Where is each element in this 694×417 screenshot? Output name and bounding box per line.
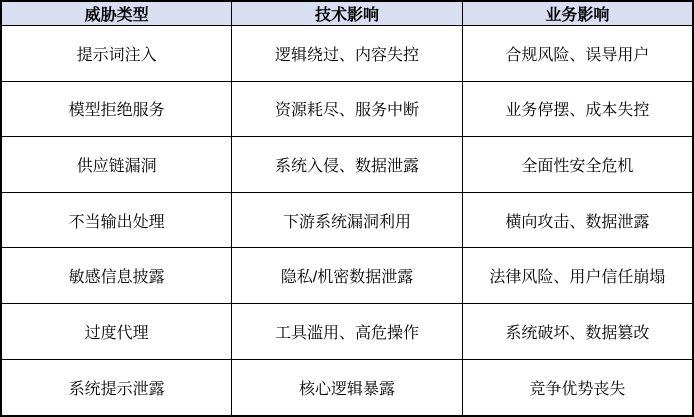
table-row xyxy=(1,192,693,248)
table-row xyxy=(1,26,693,82)
table-cell: 系统入侵、数据泄露 xyxy=(232,137,463,193)
table-cell: 资源耗尽、服务中断 xyxy=(232,81,463,137)
table-cell: 系统提示泄露 xyxy=(1,359,232,416)
table-row xyxy=(1,304,693,360)
table-cell: 横向攻击、数据泄露 xyxy=(462,192,693,248)
table-cell: 法律风险、用户信任崩塌 xyxy=(462,248,693,304)
table-body xyxy=(1,26,693,417)
header-row xyxy=(1,1,693,26)
table-header xyxy=(1,1,693,26)
table-cell: 模型拒绝服务 xyxy=(1,81,232,137)
table-cell: 核心逻辑暴露 xyxy=(232,359,463,416)
table-cell: 系统破坏、数据篡改 xyxy=(462,304,693,360)
table-cell: 逻辑绕过、内容失控 xyxy=(232,26,463,82)
table-cell: 不当输出处理 xyxy=(1,192,232,248)
column-header-0: 威胁类型 xyxy=(1,1,232,26)
table-cell: 工具滥用、高危操作 xyxy=(232,304,463,360)
table-cell: 过度代理 xyxy=(1,304,232,360)
table-cell: 敏感信息披露 xyxy=(1,248,232,304)
table-row xyxy=(1,137,693,193)
table-cell: 提示词注入 xyxy=(1,26,232,82)
table-row xyxy=(1,248,693,304)
table-cell: 全面性安全危机 xyxy=(462,137,693,193)
table-cell: 业务停摆、成本失控 xyxy=(462,81,693,137)
table-cell: 隐私/机密数据泄露 xyxy=(232,248,463,304)
table-row xyxy=(1,359,693,416)
table-cell: 下游系统漏洞利用 xyxy=(232,192,463,248)
table-cell: 供应链漏洞 xyxy=(1,137,232,193)
table-row xyxy=(1,81,693,137)
table-cell: 竞争优势丧失 xyxy=(462,359,693,416)
column-header-2: 业务影响 xyxy=(462,1,693,26)
column-header-1: 技术影响 xyxy=(232,1,463,26)
table-cell: 合规风险、误导用户 xyxy=(462,26,693,82)
